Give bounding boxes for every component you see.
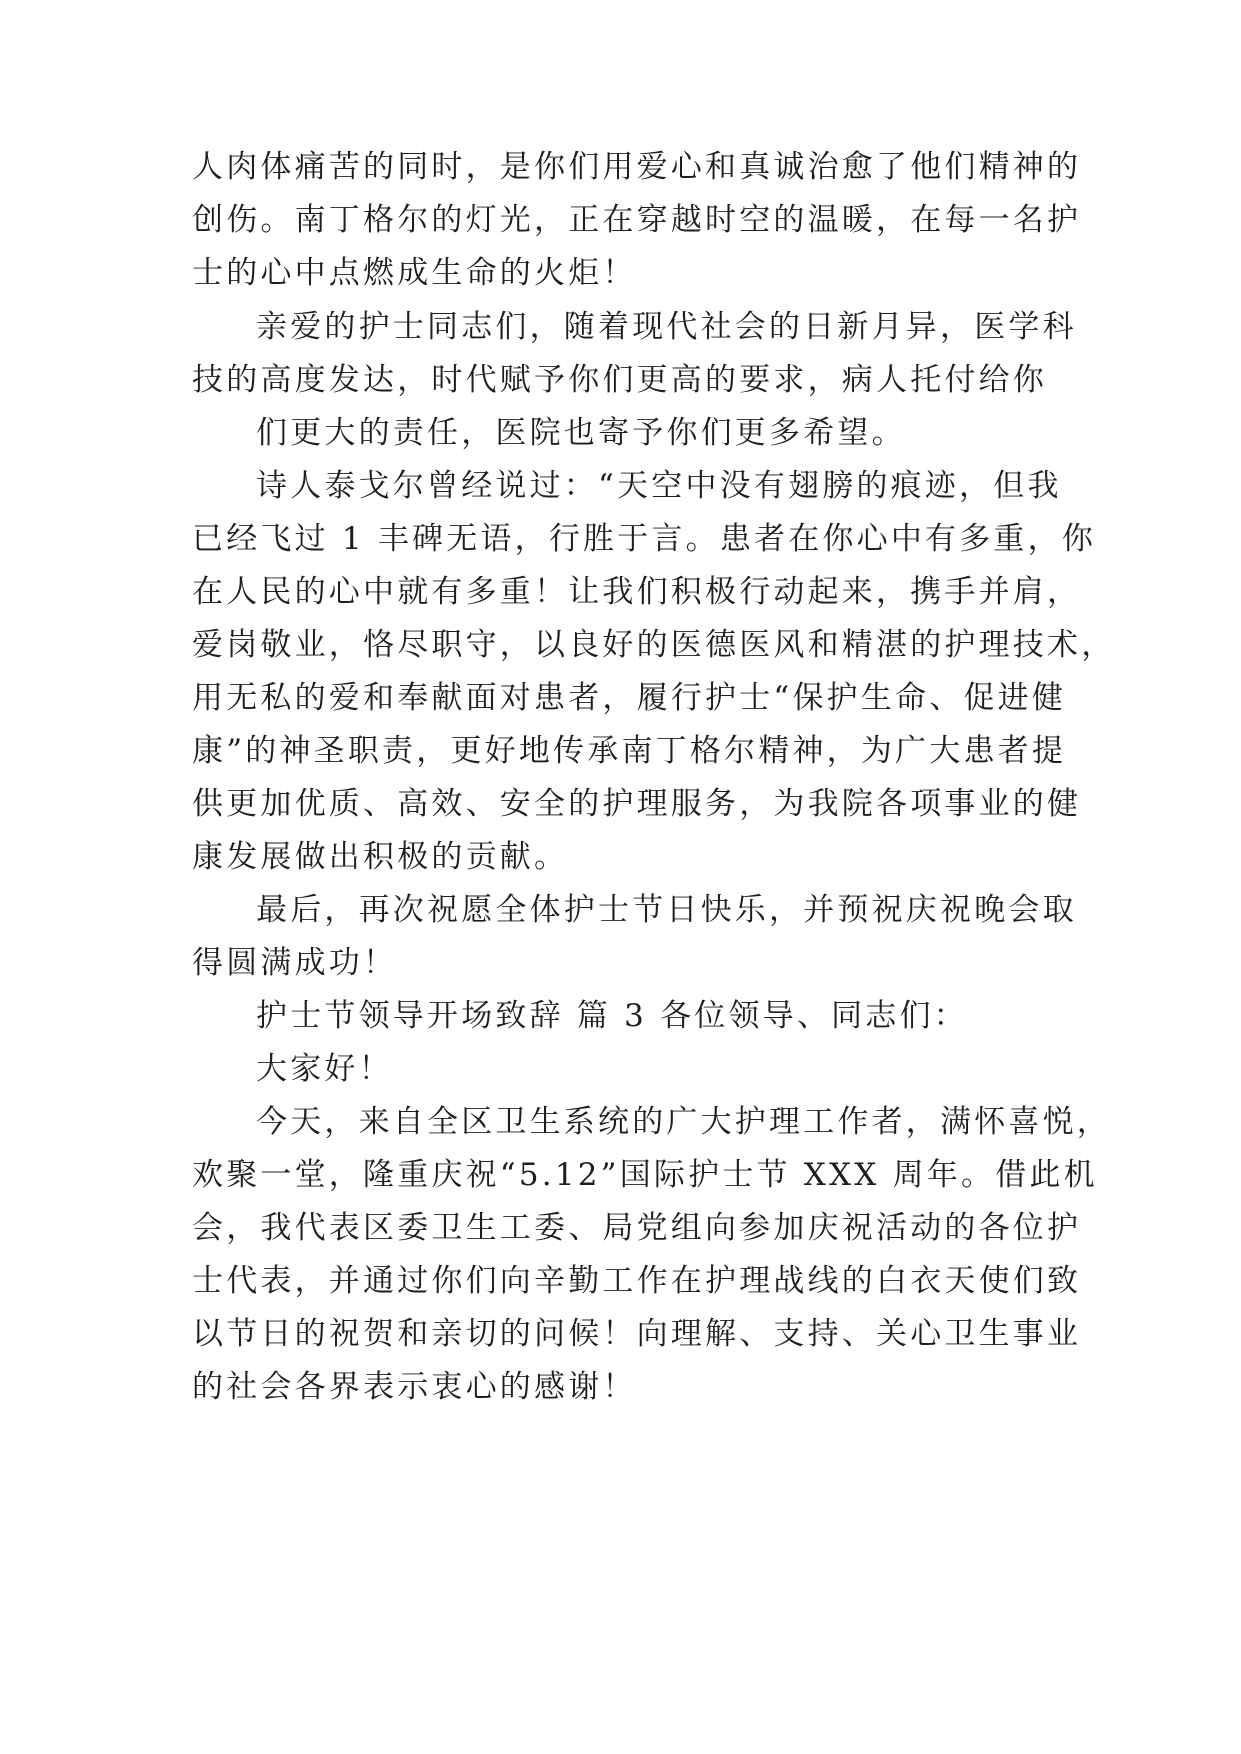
text-line: 爱岗敬业，恪尽职守，以良好的医德医风和精湛的护理技术，: [192, 627, 1116, 663]
text-line: 士代表，并通过你们向辛勤工作在护理战线的白衣天使们致: [192, 1263, 1082, 1299]
greeting-line: 大家好！: [256, 1051, 393, 1087]
text-line: 士的心中点燃成生命的火炬！: [192, 255, 637, 291]
paragraph-start-line: 诗人泰戈尔曾经说过：“天空中没有翅膀的痕迹，但我: [256, 468, 1062, 504]
text-line: 欢聚一堂，隆重庆祝“5.12”国际护士节 XXX 周年。借此机: [192, 1157, 1098, 1193]
paragraph-start-line: 们更大的责任，医院也寄予你们更多希望。: [256, 415, 906, 451]
text-line: 在人民的心中就有多重！让我们积极行动起来，携手并肩，: [192, 574, 1082, 610]
text-line: 人肉体痛苦的同时，是你们用爱心和真诚治愈了他们精神的: [192, 149, 1082, 185]
text-line: 以节日的祝贺和亲切的问候！向理解、支持、关心卫生事业: [192, 1316, 1082, 1352]
text-line: 用无私的爱和奉献面对患者，履行护士“保护生命、促进健: [192, 680, 1067, 716]
text-line: 技的高度发达，时代赋予你们更高的要求，病人托付给你: [192, 362, 1047, 398]
section-heading-line: 护士节领导开场致辞 篇 3 各位领导、同志们：: [256, 998, 968, 1034]
paragraph-start-line: 今天，来自全区卫生系统的广大护理工作者，满怀喜悦，: [256, 1104, 1111, 1140]
paragraph-start-line: 亲爱的护士同志们，随着现代社会的日新月异，医学科: [256, 309, 1077, 345]
text-line: 康发展做出积极的贡献。: [192, 839, 569, 875]
text-line: 供更加优质、高效、安全的护理服务，为我院各项事业的健: [192, 786, 1082, 822]
text-line: 康”的神圣职责，更好地传承南丁格尔精神，为广大患者提: [192, 733, 1067, 769]
text-line: 已经飞过 1 丰碑无语，行胜于言。患者在你心中有多重，你: [192, 521, 1097, 557]
text-line: 创伤。南丁格尔的灯光，正在穿越时空的温暖，在每一名护: [192, 202, 1082, 238]
text-line: 会，我代表区委卫生工委、局党组向参加庆祝活动的各位护: [192, 1210, 1082, 1246]
paragraph-start-line: 最后，再次祝愿全体护士节日快乐，并预祝庆祝晚会取: [256, 892, 1077, 928]
text-line: 的社会各界表示衷心的感谢！: [192, 1369, 637, 1405]
text-line: 得圆满成功！: [192, 945, 398, 981]
